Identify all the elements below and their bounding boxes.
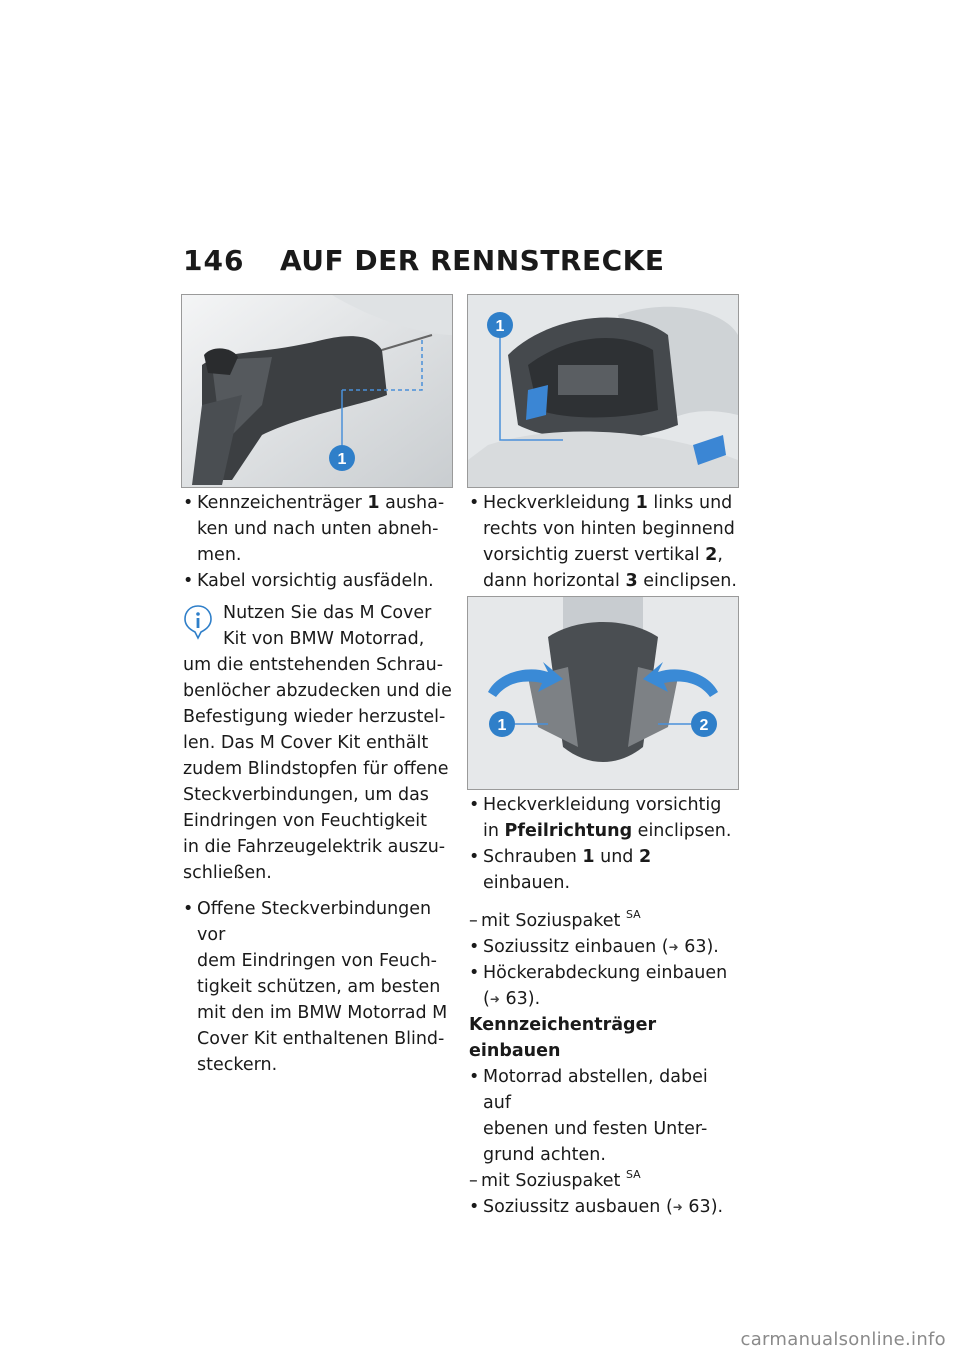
callout-label: 1 [495,318,505,335]
emphasis: Pfeilrichtung [504,821,633,841]
text: men. [197,545,242,565]
text: rechts von hinten beginnend [483,519,735,539]
rear-panels-arrows-illustration [468,597,738,789]
text: Heckverkleidung [483,493,636,513]
text: einclipsen. [632,821,732,841]
chapter-title: AUF DER RENNSTRECKE [280,244,665,277]
license-plate-holder-illustration [182,295,452,487]
note-line: schließen. [183,863,272,883]
step-park-motorcycle [469,1064,741,1168]
text: ausha- [379,493,445,513]
text: links und [647,493,733,513]
page-ref-arrow-icon: ➜ [489,992,500,1006]
page-number: 146 [183,244,245,277]
step-protect-connectors [183,896,455,1078]
ref-number: 1 [635,493,648,513]
note-line: zudem Blindstopfen für offene [183,759,449,779]
text: mit Soziuspaket [481,911,621,931]
text: Offene Steckverbindungen vor [197,899,432,945]
text: mit den im BMW Motorrad M [197,1003,448,1023]
info-note [183,600,455,886]
sa-marker: SA [625,1168,641,1181]
section-heading: Kennzeichenträger einbauen [469,1015,657,1061]
text: in [483,821,505,841]
text: tigkeit schützen, am besten [197,977,441,997]
text: dann horizontal [483,571,626,591]
watermark: carmanualsonline.info [740,1329,946,1350]
note-line: Steckverbindungen, um das [183,785,429,805]
text: , [717,545,723,565]
ref-number: 1 [367,493,380,513]
text: ( [483,989,490,1009]
figure-rear-panels-arrows [467,596,739,790]
text: Soziussitz ausbauen ( [483,1197,673,1217]
step-install-seat [469,934,741,960]
right-column-top [469,490,741,594]
text: mit Soziuspaket [481,1171,621,1191]
page-ref-arrow-icon: ➜ [672,1200,683,1214]
note-line: Kit von BMW Motorrad, [223,629,425,649]
step-clip-panel [469,490,741,594]
note-line: len. Das M Cover Kit enthält [183,733,429,753]
note-line: Nutzen Sie das M Cover [223,603,432,623]
info-icon [183,604,213,640]
step-remove-holder [183,490,455,568]
page-ref-arrow-icon: ➜ [668,940,679,954]
callout-label: 1 [497,717,507,734]
page-ref[interactable]: 63 [505,989,528,1009]
page-ref[interactable]: 63 [688,1197,711,1217]
ref-number: 2 [705,545,718,565]
text: Kennzeichenträger [197,493,368,513]
note-line: in die Fahrzeugelektrik auszu- [183,837,446,857]
text: ). [710,1197,724,1217]
figure-license-plate-holder [181,294,453,488]
sa-marker: SA [625,908,641,921]
step-unthread-cable: • Kabel vorsichtig ausfädeln. [183,568,455,594]
note-line: um die entstehenden Schrau- [183,655,444,675]
note-line: benlöcher abzudecken und die [183,681,452,701]
text: einbauen. [483,873,571,893]
note-line: Befestigung wieder herzustel- [183,707,446,727]
right-column-bottom [469,792,741,1220]
ref-number: 2 [638,847,652,867]
note-line: Eindringen von Feuchtigkeit [183,811,428,831]
text: steckern. [197,1055,278,1075]
text: ebenen und festen Unter- [483,1119,708,1139]
text: und [594,847,639,867]
figure-rear-panel [467,294,739,488]
condition-passenger-pack [469,1168,741,1194]
step-install-hump-cover [469,960,741,1012]
condition-passenger-pack [469,908,741,934]
text: Soziussitz einbauen ( [483,937,669,957]
step-remove-seat [469,1194,741,1220]
text: dem Eindringen von Feuch- [197,951,437,971]
step-install-screws [469,844,741,896]
text: Motorrad abstellen, dabei auf [483,1067,708,1113]
text: vorsichtig zuerst vertikal [483,545,706,565]
text: Heckverkleidung vorsichtig [483,795,722,815]
ref-number: 1 [582,847,595,867]
ref-number: 3 [625,571,638,591]
text: Schrauben [483,847,583,867]
text: ). [706,937,719,957]
text: ). [527,989,541,1009]
callout-label: 2 [699,717,709,734]
text: Höckerabdeckung einbauen [483,963,728,983]
left-column [183,490,455,1078]
text: einclipsen. [637,571,737,591]
text: grund achten. [483,1145,606,1165]
text: ken und nach unten abneh- [197,519,439,539]
step-clip-arrow [469,792,741,844]
callout-label: 1 [337,451,347,468]
text: Cover Kit enthaltenen Blind- [197,1029,445,1049]
rear-panel-illustration [468,295,738,487]
page-ref[interactable]: 63 [684,937,707,957]
